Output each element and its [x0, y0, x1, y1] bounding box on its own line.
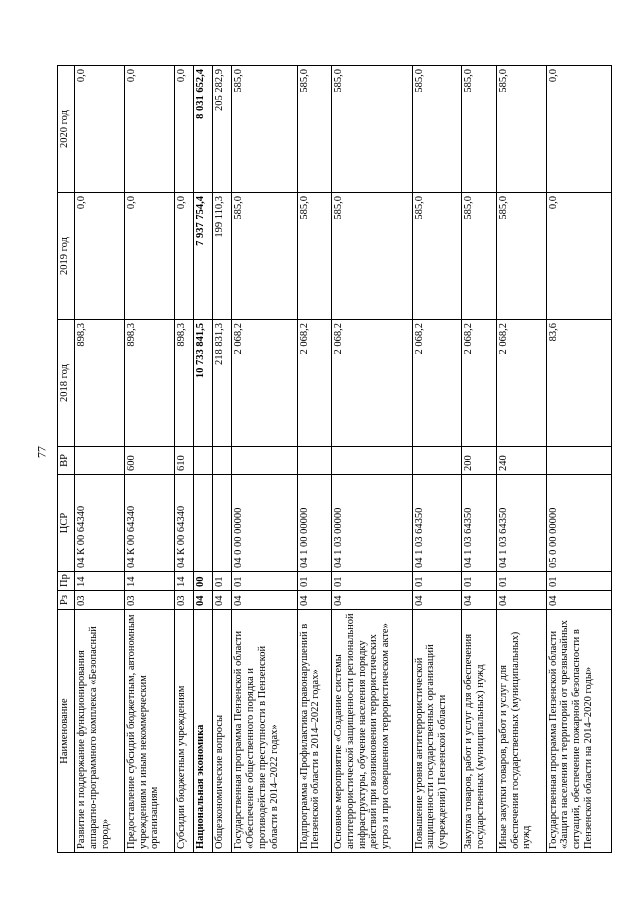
- cell-2020: 0,0: [124, 66, 174, 193]
- cell-2019: 585,0: [462, 193, 497, 320]
- table-body: [75, 66, 612, 853]
- cell-rz: 04: [193, 591, 212, 610]
- cell-csr: 04 1 03 64350: [462, 475, 497, 572]
- cell-pr: 01: [213, 572, 232, 591]
- cell-vr: [412, 447, 462, 475]
- table-row: [75, 66, 125, 853]
- cell-2018: 898,3: [75, 320, 125, 447]
- header-csr: ЦСР: [58, 475, 75, 572]
- cell-pr: 01: [462, 572, 497, 591]
- cell-rz: 03: [174, 591, 193, 610]
- cell-2018: 2 068,2: [496, 320, 546, 447]
- cell-2019: 585,0: [332, 193, 412, 320]
- cell-2020: 585,0: [462, 66, 497, 193]
- cell-rz: 04: [297, 591, 332, 610]
- cell-pr: 01: [412, 572, 462, 591]
- cell-2018: 2 068,2: [462, 320, 497, 447]
- cell-pr: 00: [193, 572, 212, 591]
- cell-pr: 14: [75, 572, 125, 591]
- cell-2020: 0,0: [174, 66, 193, 193]
- cell-2018: 218 831,3: [213, 320, 232, 447]
- cell-2019: 0,0: [546, 193, 611, 320]
- header-pr: Пр: [58, 572, 75, 591]
- header-name: Наименование: [58, 610, 75, 853]
- cell-2019: 7 937 754,4: [193, 193, 212, 320]
- cell-2019: 0,0: [75, 193, 125, 320]
- cell-rz: 04: [412, 591, 462, 610]
- cell-rz: 04: [546, 591, 611, 610]
- cell-csr: [213, 475, 232, 572]
- cell-name: Развитие и поддержание функционирования аппаратно-программного комплекса «Безопасный город»: [75, 610, 125, 853]
- cell-2020: 585,0: [412, 66, 462, 193]
- cell-vr: [75, 447, 125, 475]
- cell-name: Подпрограмма «Профилактика правонарушений в Пензенской области в 2014–2022 годах»: [297, 610, 332, 853]
- cell-name: Государственная программа Пензенской области «Защита населения и территорий от чрезвычайных ситуаций, обеспечение пожарной безопасности в Пензенской области на 2014–2020 годы»: [546, 610, 611, 853]
- cell-2019: 199 110,3: [213, 193, 232, 320]
- cell-2018: 2 068,2: [332, 320, 412, 447]
- table-row: [232, 66, 297, 853]
- cell-vr: 200: [462, 447, 497, 475]
- cell-pr: 01: [332, 572, 412, 591]
- cell-csr: [193, 475, 212, 572]
- header-vr: ВР: [58, 447, 75, 475]
- cell-2020: 585,0: [232, 66, 297, 193]
- cell-2018: 83,6: [546, 320, 611, 447]
- table-row: [412, 66, 462, 853]
- cell-2020: 0,0: [546, 66, 611, 193]
- table-row: [213, 66, 232, 853]
- cell-rz: 04: [232, 591, 297, 610]
- table-container: [57, 66, 612, 853]
- cell-vr: [232, 447, 297, 475]
- cell-2019: 585,0: [496, 193, 546, 320]
- cell-pr: 01: [496, 572, 546, 591]
- table-row: [174, 66, 193, 853]
- table-row: [332, 66, 412, 853]
- cell-2020: 585,0: [332, 66, 412, 193]
- cell-2019: 0,0: [124, 193, 174, 320]
- cell-2019: 585,0: [412, 193, 462, 320]
- page-number: 77: [34, 446, 49, 458]
- cell-2020: 8 031 652,4: [193, 66, 212, 193]
- cell-pr: 01: [546, 572, 611, 591]
- cell-vr: [332, 447, 412, 475]
- header-2018: 2018 год: [58, 320, 75, 447]
- cell-name: Закупка товаров, работ и услуг для обеспечения государственных (муниципальных) нужд: [462, 610, 497, 853]
- cell-vr: [546, 447, 611, 475]
- cell-vr: [297, 447, 332, 475]
- cell-rz: 03: [124, 591, 174, 610]
- cell-csr: 04 К 00 64340: [75, 475, 125, 572]
- cell-rz: 04: [332, 591, 412, 610]
- cell-name: Общеэкономические вопросы: [213, 610, 232, 853]
- cell-2020: 585,0: [297, 66, 332, 193]
- cell-vr: [213, 447, 232, 475]
- cell-csr: 04 К 00 64340: [174, 475, 193, 572]
- table-header-row: [58, 66, 75, 853]
- cell-csr: 05 0 00 00000: [546, 475, 611, 572]
- cell-pr: 14: [174, 572, 193, 591]
- cell-rz: 04: [213, 591, 232, 610]
- cell-2018: 2 068,2: [232, 320, 297, 447]
- cell-vr: 610: [174, 447, 193, 475]
- table-row: [193, 66, 212, 853]
- cell-2020: 0,0: [75, 66, 125, 193]
- cell-2019: 585,0: [297, 193, 332, 320]
- cell-2018: 2 068,2: [297, 320, 332, 447]
- cell-csr: 04 0 00 00000: [232, 475, 297, 572]
- table-row: [462, 66, 497, 853]
- cell-rz: 04: [496, 591, 546, 610]
- header-2019: 2019 год: [58, 193, 75, 320]
- cell-2018: 898,3: [174, 320, 193, 447]
- cell-2018: 10 733 841,5: [193, 320, 212, 447]
- cell-csr: 04 К 00 64340: [124, 475, 174, 572]
- cell-vr: 600: [124, 447, 174, 475]
- cell-2020: 205 282,9: [213, 66, 232, 193]
- budget-table: [57, 65, 612, 853]
- cell-name: Основное мероприятие «Создание системы антитеррористической защищенности региональной инфраструктуры, обучение населения порядку действий при возникновении террористических угроз и при совершенном террористическом акте»: [332, 610, 412, 853]
- cell-name: Предоставление субсидий бюджетным, автономным учреждениям и иным некоммерческим организациям: [124, 610, 174, 853]
- cell-2020: 585,0: [496, 66, 546, 193]
- table-row: [546, 66, 611, 853]
- cell-pr: 14: [124, 572, 174, 591]
- cell-csr: 04 1 00 00000: [297, 475, 332, 572]
- rotated-page: [57, 66, 612, 853]
- cell-2019: 585,0: [232, 193, 297, 320]
- header-2020: 2020 год: [58, 66, 75, 193]
- cell-pr: 01: [232, 572, 297, 591]
- table-row: [297, 66, 332, 853]
- cell-2018: 898,3: [124, 320, 174, 447]
- cell-csr: 04 1 03 00000: [332, 475, 412, 572]
- cell-name: Государственная программа Пензенской области «Обеспечение общественного порядка и противодействие преступности в Пензенской области в 2014–2022 годах»: [232, 610, 297, 853]
- cell-rz: 03: [75, 591, 125, 610]
- table-row: [124, 66, 174, 853]
- header-rz: Рз: [58, 591, 75, 610]
- cell-rz: 04: [462, 591, 497, 610]
- cell-csr: 04 1 03 64350: [412, 475, 462, 572]
- cell-vr: [193, 447, 212, 475]
- cell-pr: 01: [297, 572, 332, 591]
- table-row: [496, 66, 546, 853]
- cell-name: Повышение уровня антитеррористической защищенности государственных организаций (учреждений) Пензенской области: [412, 610, 462, 853]
- cell-vr: 240: [496, 447, 546, 475]
- cell-csr: 04 1 03 64350: [496, 475, 546, 572]
- cell-name: Иные закупки товаров, работ и услуг для обеспечения государственных (муниципальных) нужд: [496, 610, 546, 853]
- cell-name: Национальная экономика: [193, 610, 212, 853]
- cell-name: Субсидии бюджетным учреждениям: [174, 610, 193, 853]
- cell-2019: 0,0: [174, 193, 193, 320]
- cell-2018: 2 068,2: [412, 320, 462, 447]
